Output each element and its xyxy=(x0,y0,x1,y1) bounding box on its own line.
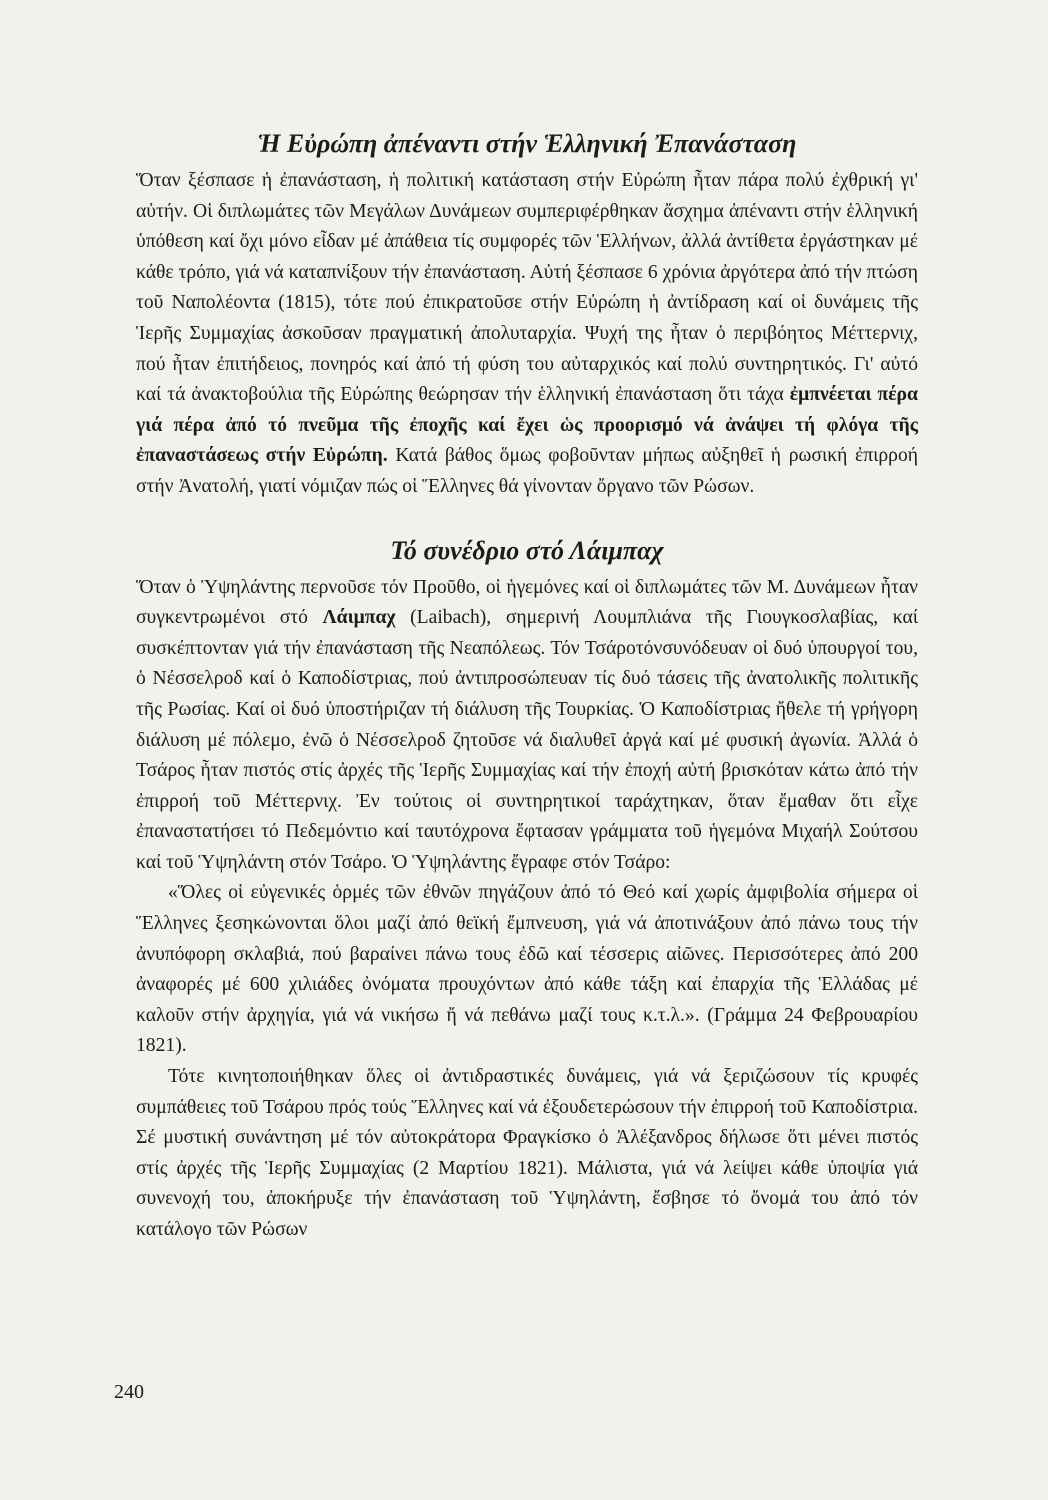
paragraph-laibach-1-bold-city: Λάιμπαχ xyxy=(322,607,396,629)
paragraph-laibach-3: Τότε κινητοποιήθηκαν ὅλες οἱ ἀντιδραστικές δυνάμεις, γιά νά ξεριζώσουν τίς κρυφές συμπάθειες τοῦ Τσάρου πρός τούς Ἕλληνες καί νά ἐξουδετερώσουν τήν ἐπιρροή τοῦ Καποδίστρια. Σέ μυστική συνάντηση μέ τόν αὐτοκράτορα Φραγκίσκο ὁ Ἀλέξανδρος δήλωσε ὅτι μένει πιστός στίς ἀρχές τῆς Ἱερῆς Συμμαχίας (2 Μαρτίου 1821). Μάλιστα, γιά νά λείψει κάθε ὑποψία γιά συνενοχή του, ἀποκήρυξε τήν ἐπανάσταση τοῦ Ὑψηλάντη, ἔσβησε τό ὄνομά του ἀπό τόν κατάλογο τῶν Ρώσων xyxy=(136,1066,918,1240)
paragraph-europe-text-b: Κατά βάθος ὅμως φοβοῦνταν μήπως αὐξηθεῖ ἡ ρωσική ἐπιρροή στήν Ἀνατολή, γιατί νόμιζαν πώς οἱ Ἕλληνες θά γίνονταν ὄργανο τῶν Ρώσων. xyxy=(136,445,918,497)
page-number: 240 xyxy=(114,1381,144,1403)
paragraph-laibach-1-text-b: (Laibach), σημερινή Λουμπλιάνα τῆς Γιουγκοσλαβίας, καί συσκέπτονταν γιά τήν ἐπανάσταση τῆς Νεαπόλεως. Τόν Τσάροτόνσυνόδευαν οἱ δυό ὑπουργοί του, ὁ Νέσσελροδ καί ὁ Καποδίστριας, πού ἀντιπροσώπευαν τίς δυό τάσεις τῆς ἀνατολικῆς πολιτικῆς τῆς Ρωσίας. Καί οἱ δυό ὑποστήριζαν τή διάλυση τῆς Τουρκίας. Ὁ Καποδίστριας ἤθελε τή γρήγορη διάλυση μέ πόλεμο, ἐνῶ ὁ Νέσσελροδ ζητοῦσε νά διαλυθεῖ ἀργά καί μέ φυσική ἀγωνία. Ἀλλά ὁ Τσάρος ἦταν πιστός στίς ἀρχές τῆς Ἱερῆς Συμμαχίας καί τήν ἐποχή αὐτή βρισκόταν κάτω ἀπό τήν ἐπιρροή τοῦ Μέττερνιχ. Ἐν τούτοις οἱ συντηρητικοί ταράχτηκαν, ὅταν ἔμαθαν ὅτι εἶχε ἐπαναστατήσει τό Πεδεμόντιο καί ταυτόχρονα ἔφτασαν γράμματα τοῦ ἡγεμόνα Μιχαήλ Σούτσου καί τοῦ Ὑψηλάντη στόν Τσάρο. Ὁ Ὑψηλάντης ἔγραφε στόν Τσάρο: xyxy=(136,607,918,873)
section-title-laibach: Τό συνέδριο στό Λάιμπαχ xyxy=(390,535,664,565)
paragraph-europe xyxy=(136,166,918,503)
paragraph-laibach-1-text-a: Ὅταν ὁ Ὑψηλάντης περνοῦσε τόν Προῦθο, οἱ ἡγεμόνες καί οἱ διπλωμάτες τῶν Μ. Δυνάμεων ἦταν συγκεντρωμένοι στό xyxy=(136,576,918,629)
paragraph-europe-bold-quote: ἐμπνέεται πέρα γιά πέρα ἀπό τό πνεῦμα τῆς ἐποχῆς καί ἔχει ὡς προορισμό νά ἀνάψει τή φλόγα τῆς ἐπαναστάσεως στήν Εὐρώπη. xyxy=(136,384,918,467)
paragraph-europe-text-a: Ὅταν ξέσπασε ἡ ἐπανάσταση, ἡ πολιτική κατάσταση στήν Εὐρώπη ἦταν πάρα πολύ ἐχθρική γι' αὐτήν. Οἱ διπλωμάτες τῶν Μεγάλων Δυνάμεων συμπεριφέρθηκαν ἄσχημα ἀπέναντι στήν ἑλληνική ὑπόθεση καί ὄχι μόνο εἶδαν μέ ἀπάθεια τίς συμφορές τῶν Ἑλλήνων, ἀλλά ἀντίθετα ἐργάστηκαν μέ κάθε τρόπο, γιά νά καταπνίξουν τήν ἐπανάσταση. Αὐτή ξέσπασε 6 χρόνια ἀργότερα ἀπό τήν πτώση τοῦ Ναπολέοντα (1815), τότε πού ἐπικρατοῦσε στήν Εὐρώπη ἡ ἀντίδραση καί οἱ δυνάμεις τῆς Ἱερῆς Συμμαχίας ἀσκοῦσαν πραγματική ἀπολυταρχία. Ψυχή της ἦταν ὁ περιβόητος Μέττερνιχ, πού ἦταν ἐπιτήδειος, πονηρός καί ἀπό τή φύση του αὐταρχικός καί πολύ συντηρητικός. Γι' αὐτό καί τά ἀνακτοβούλια τῆς Εὐρώπης θεώρησαν τήν ἑλληνική ἐπανάσταση ὅτι τάχα xyxy=(136,170,918,406)
section-title-europe: Ἡ Εὐρώπη ἀπέναντι στήν Ἑλληνική Ἐπανάσταση xyxy=(257,129,797,158)
book-page xyxy=(136,124,918,1246)
paragraph-laibach-1 xyxy=(136,573,918,879)
letter-quote: «Ὅλες οἱ εὐγενικές ὁρμές τῶν ἐθνῶν πηγάζουν ἀπό τό Θεό καί χωρίς ἀμφιβολία σήμερα οἱ Ἕλληνες ξεσηκώνονται ὅλοι μαζί ἀπό θεϊκή ἔμπνευση, γιά νά ἀποτινάξουν ἀπό πάνω τους τήν ἀνυπόφορη σκλαβιά, πού βαραίνει πάνω τους ἐδῶ καί τέσσερις αἰῶνες. Περισσότερες ἀπό 200 ἀναφορές μέ 600 χιλιάδες ὀνόματα προυχόντων ἀπό κάθε τάξη καί ἐπαρχία τῆς Ἑλλάδας μέ καλοῦν στήν ἀρχηγία, γιά νά νικήσω ἤ νά πεθάνω μαζί τους κ.τ.λ.». (Γράμμα 24 Φεβρουαρίου 1821). xyxy=(136,882,918,1057)
